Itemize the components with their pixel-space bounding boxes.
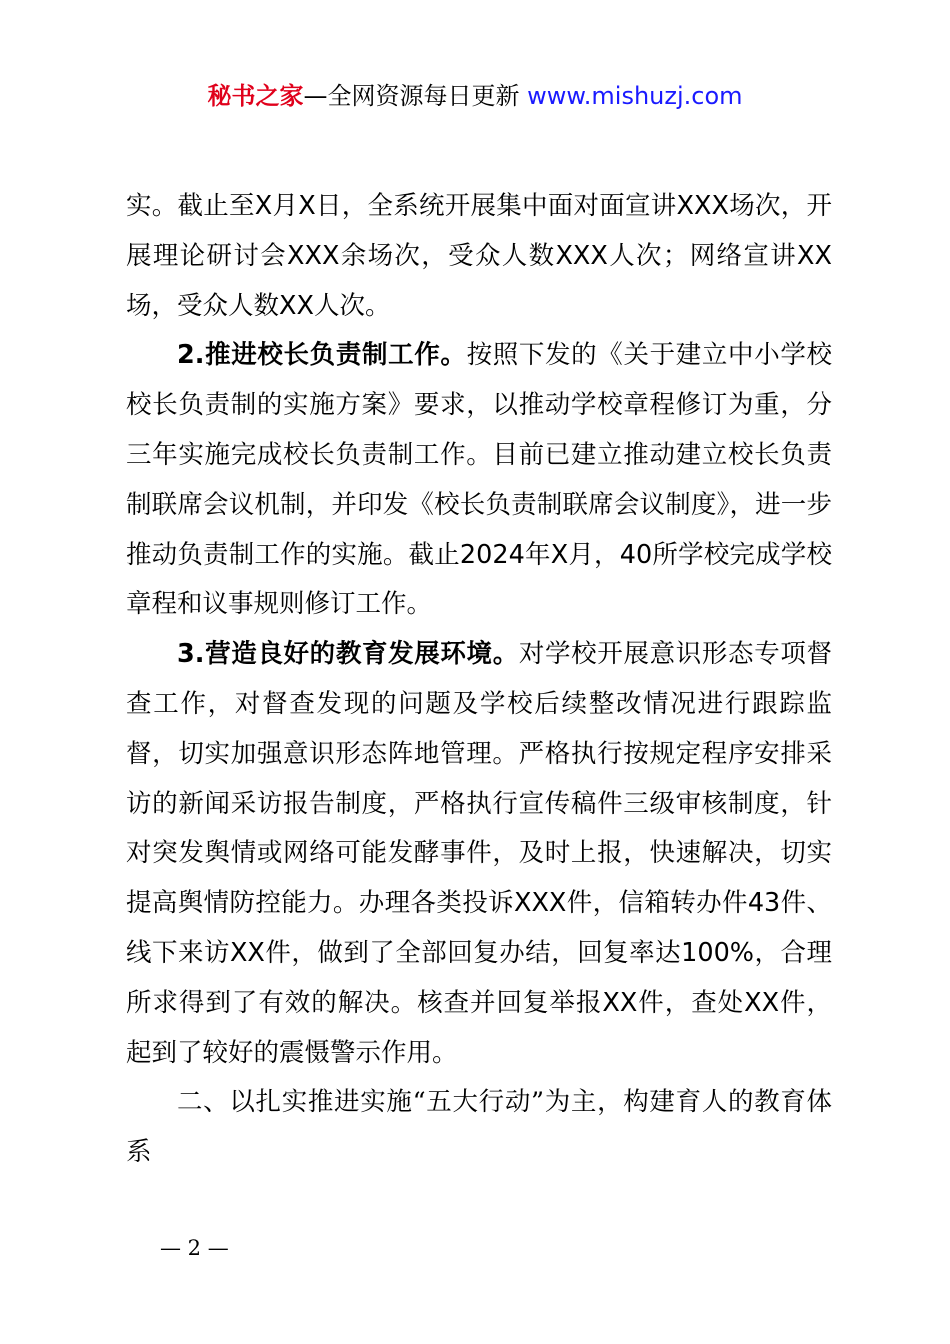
paragraph-text: 对学校开展意识形态专项督查工作，对督查发现的问题及学校后续整改情况进行跟踪监督，切实加强意识形态阵地管理。严格执行按规定程序安排采访的新闻采访报告制度，严格执行宣传稿件三级审核制度，针对突发舆情或网络可能发酵事件，及时上报，快速解决，切实提高舆情防控能力。办理各类投诉XXX件，信箱转办件43件、线下来访XX件，做到了全部回复办结，回复率达100%，合理所求得到了有效的解决。核查并回复举报XX件，查处XX件，起到了较好的震慑警示作用。 (126, 639, 832, 1068)
page-number: — 2 — (160, 1236, 229, 1260)
paragraph-education-environment (126, 630, 832, 1078)
paragraph-continued: 实。截止至X月X日，全系统开展集中面对面宣讲XXX场次，开展理论研讨会XXX余场次，受众人数XXX人次；网络宣讲XX场，受众人数XX人次。 (126, 191, 832, 321)
paragraph-heading: 3.营造良好的教育发展环境。 (177, 639, 519, 670)
brand-name: 秘书之家 (207, 82, 304, 110)
site-url[interactable]: www.mishuzj.com (527, 82, 743, 110)
header-tagline: —全网资源每日更新 (303, 82, 520, 110)
section-heading: 二、以扎实推进实施“五大行动”为主，构建育人的教育体系 (126, 1087, 832, 1168)
paragraph-principal-responsibility (126, 331, 832, 630)
site-header (0, 80, 950, 112)
paragraph-text: 按照下发的《关于建立中小学校校长负责制的实施方案》要求，以推动学校章程修订为重，分三年实施完成校长负责制工作。目前已建立推动建立校长负责制联席会议机制，并印发《校长负责制联席会议制度》，进一步推动负责制工作的实施。截止2024年X月，40所学校完成学校章程和议事规则修订工作。 (126, 340, 832, 620)
paragraph-heading: 2.推进校长负责制工作。 (177, 340, 467, 371)
document-body (126, 182, 832, 1178)
